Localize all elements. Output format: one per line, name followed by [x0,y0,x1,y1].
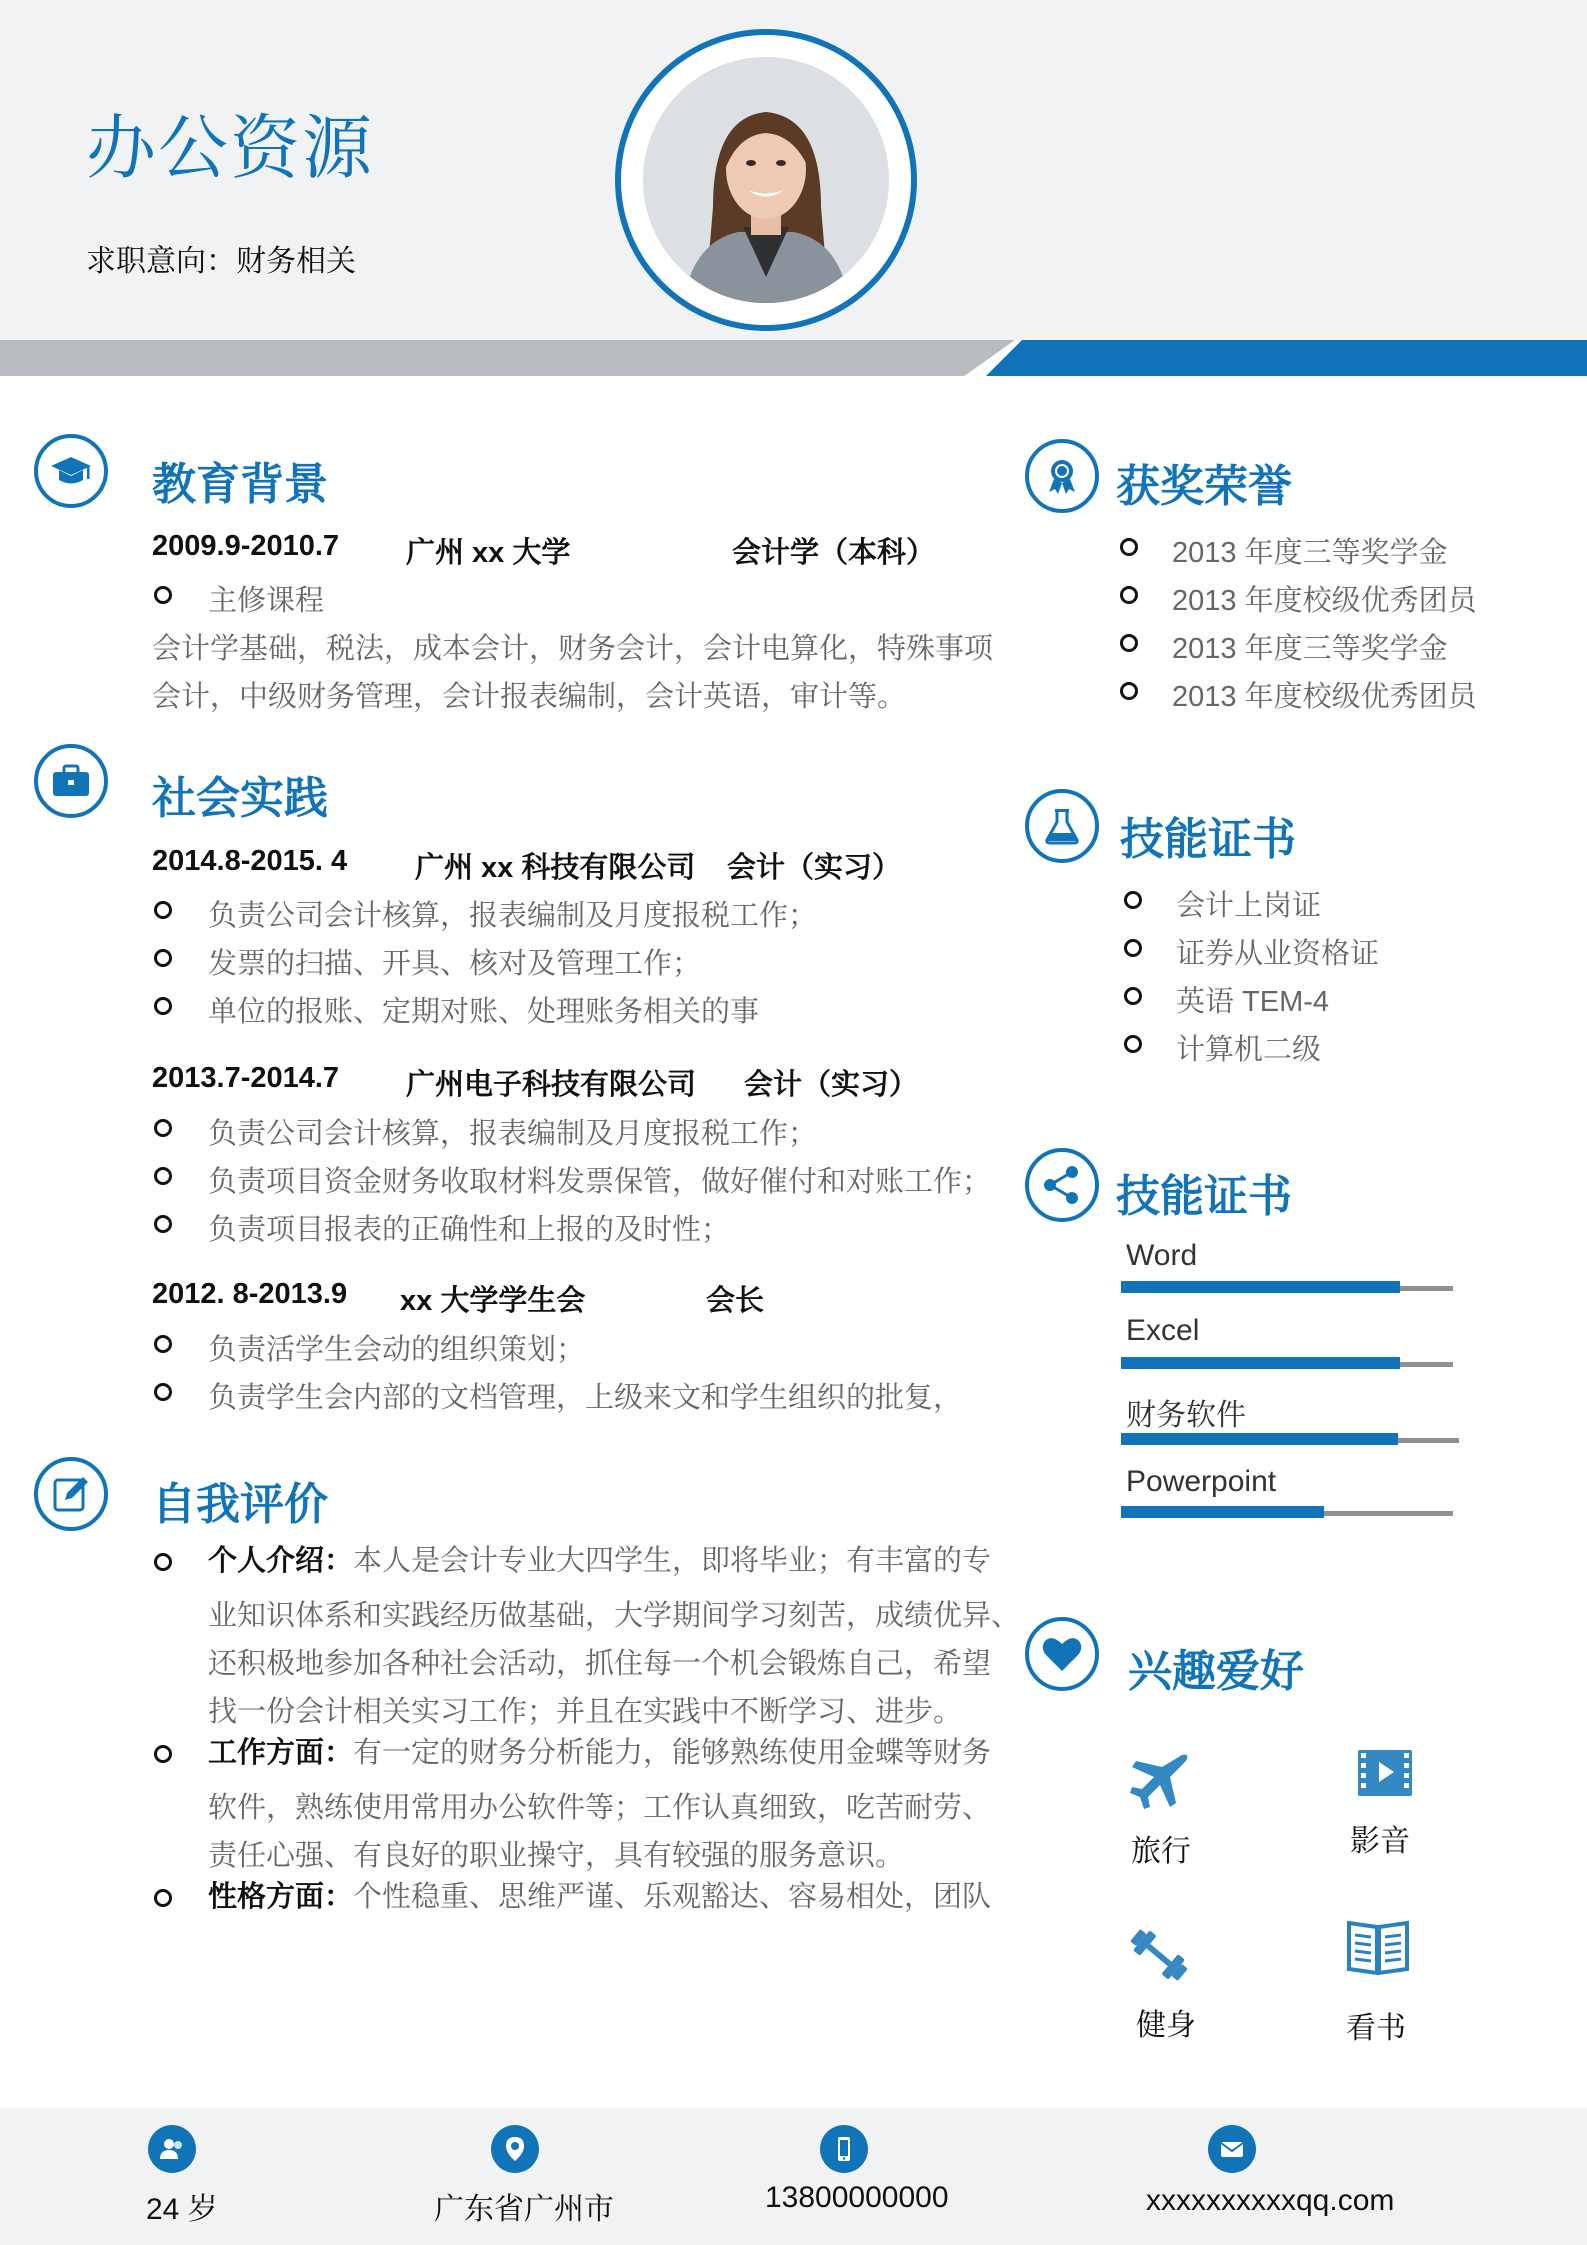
cert-item: 英语 TEM-4 [1176,986,1330,1018]
section-title-hobbies: 兴趣爱好 [1128,1646,1304,1697]
self-eval-first-line [208,1537,991,1585]
footer [0,2108,1587,2245]
bullet [154,1215,172,1233]
practice-item: 负责公司会计核算，报表编制及月度报税工作； [208,1118,818,1150]
medal-icon [1025,439,1099,513]
practice-role: 会长 [706,1285,765,1317]
flask-icon [1025,789,1099,863]
bullet [154,586,172,604]
education-major: 会计学（本科） [732,537,936,569]
award-item: 2013 年度校级优秀团员 [1172,585,1477,617]
mail-icon [1208,2125,1256,2173]
award-item: 2013 年度三等奖学金 [1172,633,1448,665]
hobby-label: 旅行 [1131,1835,1191,1868]
footer-location: 广东省广州市 [434,2193,614,2226]
airplane-icon [1124,1745,1194,1815]
education-period: 2009.9-2010.7 [152,530,340,562]
self-eval-line: 业知识体系和实践经历做基础，大学期间学习刻苦，成绩优异、 [208,1600,1021,1632]
practice-org: 广州 xx 科技有限公司 [415,852,696,884]
dumbbell-icon [1124,1920,1194,1990]
bullet [1120,682,1138,700]
award-item: 2013 年度三等奖学金 [1172,537,1448,569]
practice-period: 2014.8-2015. 4 [152,845,348,877]
briefcase-icon [34,744,108,818]
practice-period: 2013.7-2014.7 [152,1062,340,1094]
skill-bar [1121,1511,1453,1516]
courses-line: 会计学基础，税法，成本会计，财务会计，会计电算化，特殊事项 [152,633,994,665]
cert-item: 证券从业资格证 [1176,938,1380,970]
practice-item: 负责活学生会动的组织策划； [208,1334,586,1366]
skill-bar-fill [1121,1281,1400,1293]
self-eval-text: 个性稳重、思维严谨、乐观豁达、容易相处，团队 [353,1881,992,1913]
phone-icon [820,2125,868,2173]
bullet [154,1553,172,1571]
footer-email: xxxxxxxxxxqq.com [1146,2184,1395,2217]
self-eval-first-line [208,1729,991,1777]
location-pin-icon [491,2125,539,2173]
section-title-practice: 社会实践 [152,773,328,824]
bullet [154,1335,172,1353]
self-eval-label: 性格方面： [208,1881,354,1913]
bullet [154,1167,172,1185]
bullet [1120,634,1138,652]
skill-bar [1121,1362,1453,1367]
section-title-awards: 获奖荣誉 [1116,461,1292,512]
section-title-education: 教育背景 [152,459,328,510]
courses-line: 会计，中级财务管理，会计报表编制，会计英语，审计等。 [152,681,907,713]
graduation-cap-icon [34,434,108,508]
self-eval-text: 本人是会计专业大四学生，即将毕业；有丰富的专 [353,1545,992,1577]
section-title-skills: 技能证书 [1116,1171,1292,1222]
hobby-label: 影音 [1350,1825,1410,1858]
bullet [1124,939,1142,957]
skill-label: Word [1126,1239,1198,1272]
profile-photo-frame [615,29,917,331]
education-school: 广州 xx 大学 [406,537,571,569]
page-title: 办公资源 [86,107,374,189]
footer-phone: 13800000000 [765,2181,949,2214]
skill-bar-fill [1121,1357,1400,1369]
self-eval-line: 还积极地参加各种社会活动，抓住每一个机会锻炼自己，希望 [208,1648,992,1680]
self-eval-text: 有一定的财务分析能力，能够熟练使用金蝶等财务 [353,1737,992,1769]
header-band-blue [986,340,1587,376]
practice-item: 负责公司会计核算，报表编制及月度报税工作； [208,900,818,932]
courses-title: 主修课程 [208,585,325,617]
cert-item: 计算机二级 [1176,1034,1322,1066]
self-eval-line: 找一份会计相关实习工作；并且在实践中不断学习、进步。 [208,1696,963,1728]
bullet [154,1889,172,1907]
job-intent: 求职意向：财务相关 [86,245,356,278]
skill-label: 财务软件 [1126,1399,1246,1432]
bullet [154,1745,172,1763]
skill-bar [1121,1286,1453,1291]
hobby-label: 看书 [1346,2012,1406,2045]
self-eval-first-line [208,1873,991,1921]
bullet [154,1119,172,1137]
edit-icon [34,1457,108,1531]
bullet [1124,987,1142,1005]
bullet [1124,1035,1142,1053]
header-band-grey [0,340,1015,376]
section-title-certs: 技能证书 [1120,814,1296,865]
practice-role: 会计（实习） [727,852,902,884]
bullet [154,1383,172,1401]
bullet [154,901,172,919]
profile-photo [643,57,889,303]
practice-org: xx 大学学生会 [400,1285,586,1317]
practice-role: 会计（实习） [744,1069,919,1101]
award-item: 2013 年度校级优秀团员 [1172,681,1477,713]
self-eval-line: 软件，熟练使用常用办公软件等；工作认真细致，吃苦耐劳、 [208,1792,992,1824]
section-title-self-eval: 自我评价 [152,1479,328,1530]
skill-bar-fill [1121,1433,1398,1445]
bullet [1120,586,1138,604]
bullet [154,949,172,967]
footer-age: 24 岁 [146,2193,218,2226]
practice-period: 2012. 8-2013.9 [152,1278,348,1310]
skill-bar-fill [1121,1506,1324,1518]
skill-label: Excel [1126,1314,1200,1347]
practice-item: 负责项目资金财务收取材料发票保管，做好催付和对账工作； [208,1166,992,1198]
skill-label: Powerpoint [1126,1465,1277,1498]
share-icon [1025,1148,1099,1222]
bullet [1120,538,1138,556]
practice-item: 发票的扫描、开具、核对及管理工作； [208,948,702,980]
book-icon [1343,1911,1413,1981]
user-icon [148,2125,196,2173]
self-eval-label: 个人介绍： [208,1545,354,1577]
header [0,0,1587,340]
bullet [1124,891,1142,909]
self-eval-line: 责任心强、有良好的职业操守，具有较强的服务意识。 [208,1840,905,1872]
heart-icon [1025,1617,1099,1691]
practice-item: 负责学生会内部的文档管理，上级来文和学生组织的批复， [208,1382,963,1414]
film-icon [1350,1738,1420,1808]
practice-item: 负责项目报表的正确性和上报的及时性； [208,1214,731,1246]
bullet [154,997,172,1015]
practice-org: 广州电子科技有限公司 [406,1069,697,1101]
hobby-label: 健身 [1136,2009,1196,2042]
practice-item: 单位的报账、定期对账、处理账务相关的事 [208,996,760,1028]
self-eval-label: 工作方面： [208,1737,354,1769]
cert-item: 会计上岗证 [1176,890,1322,922]
skill-bar [1121,1438,1459,1443]
